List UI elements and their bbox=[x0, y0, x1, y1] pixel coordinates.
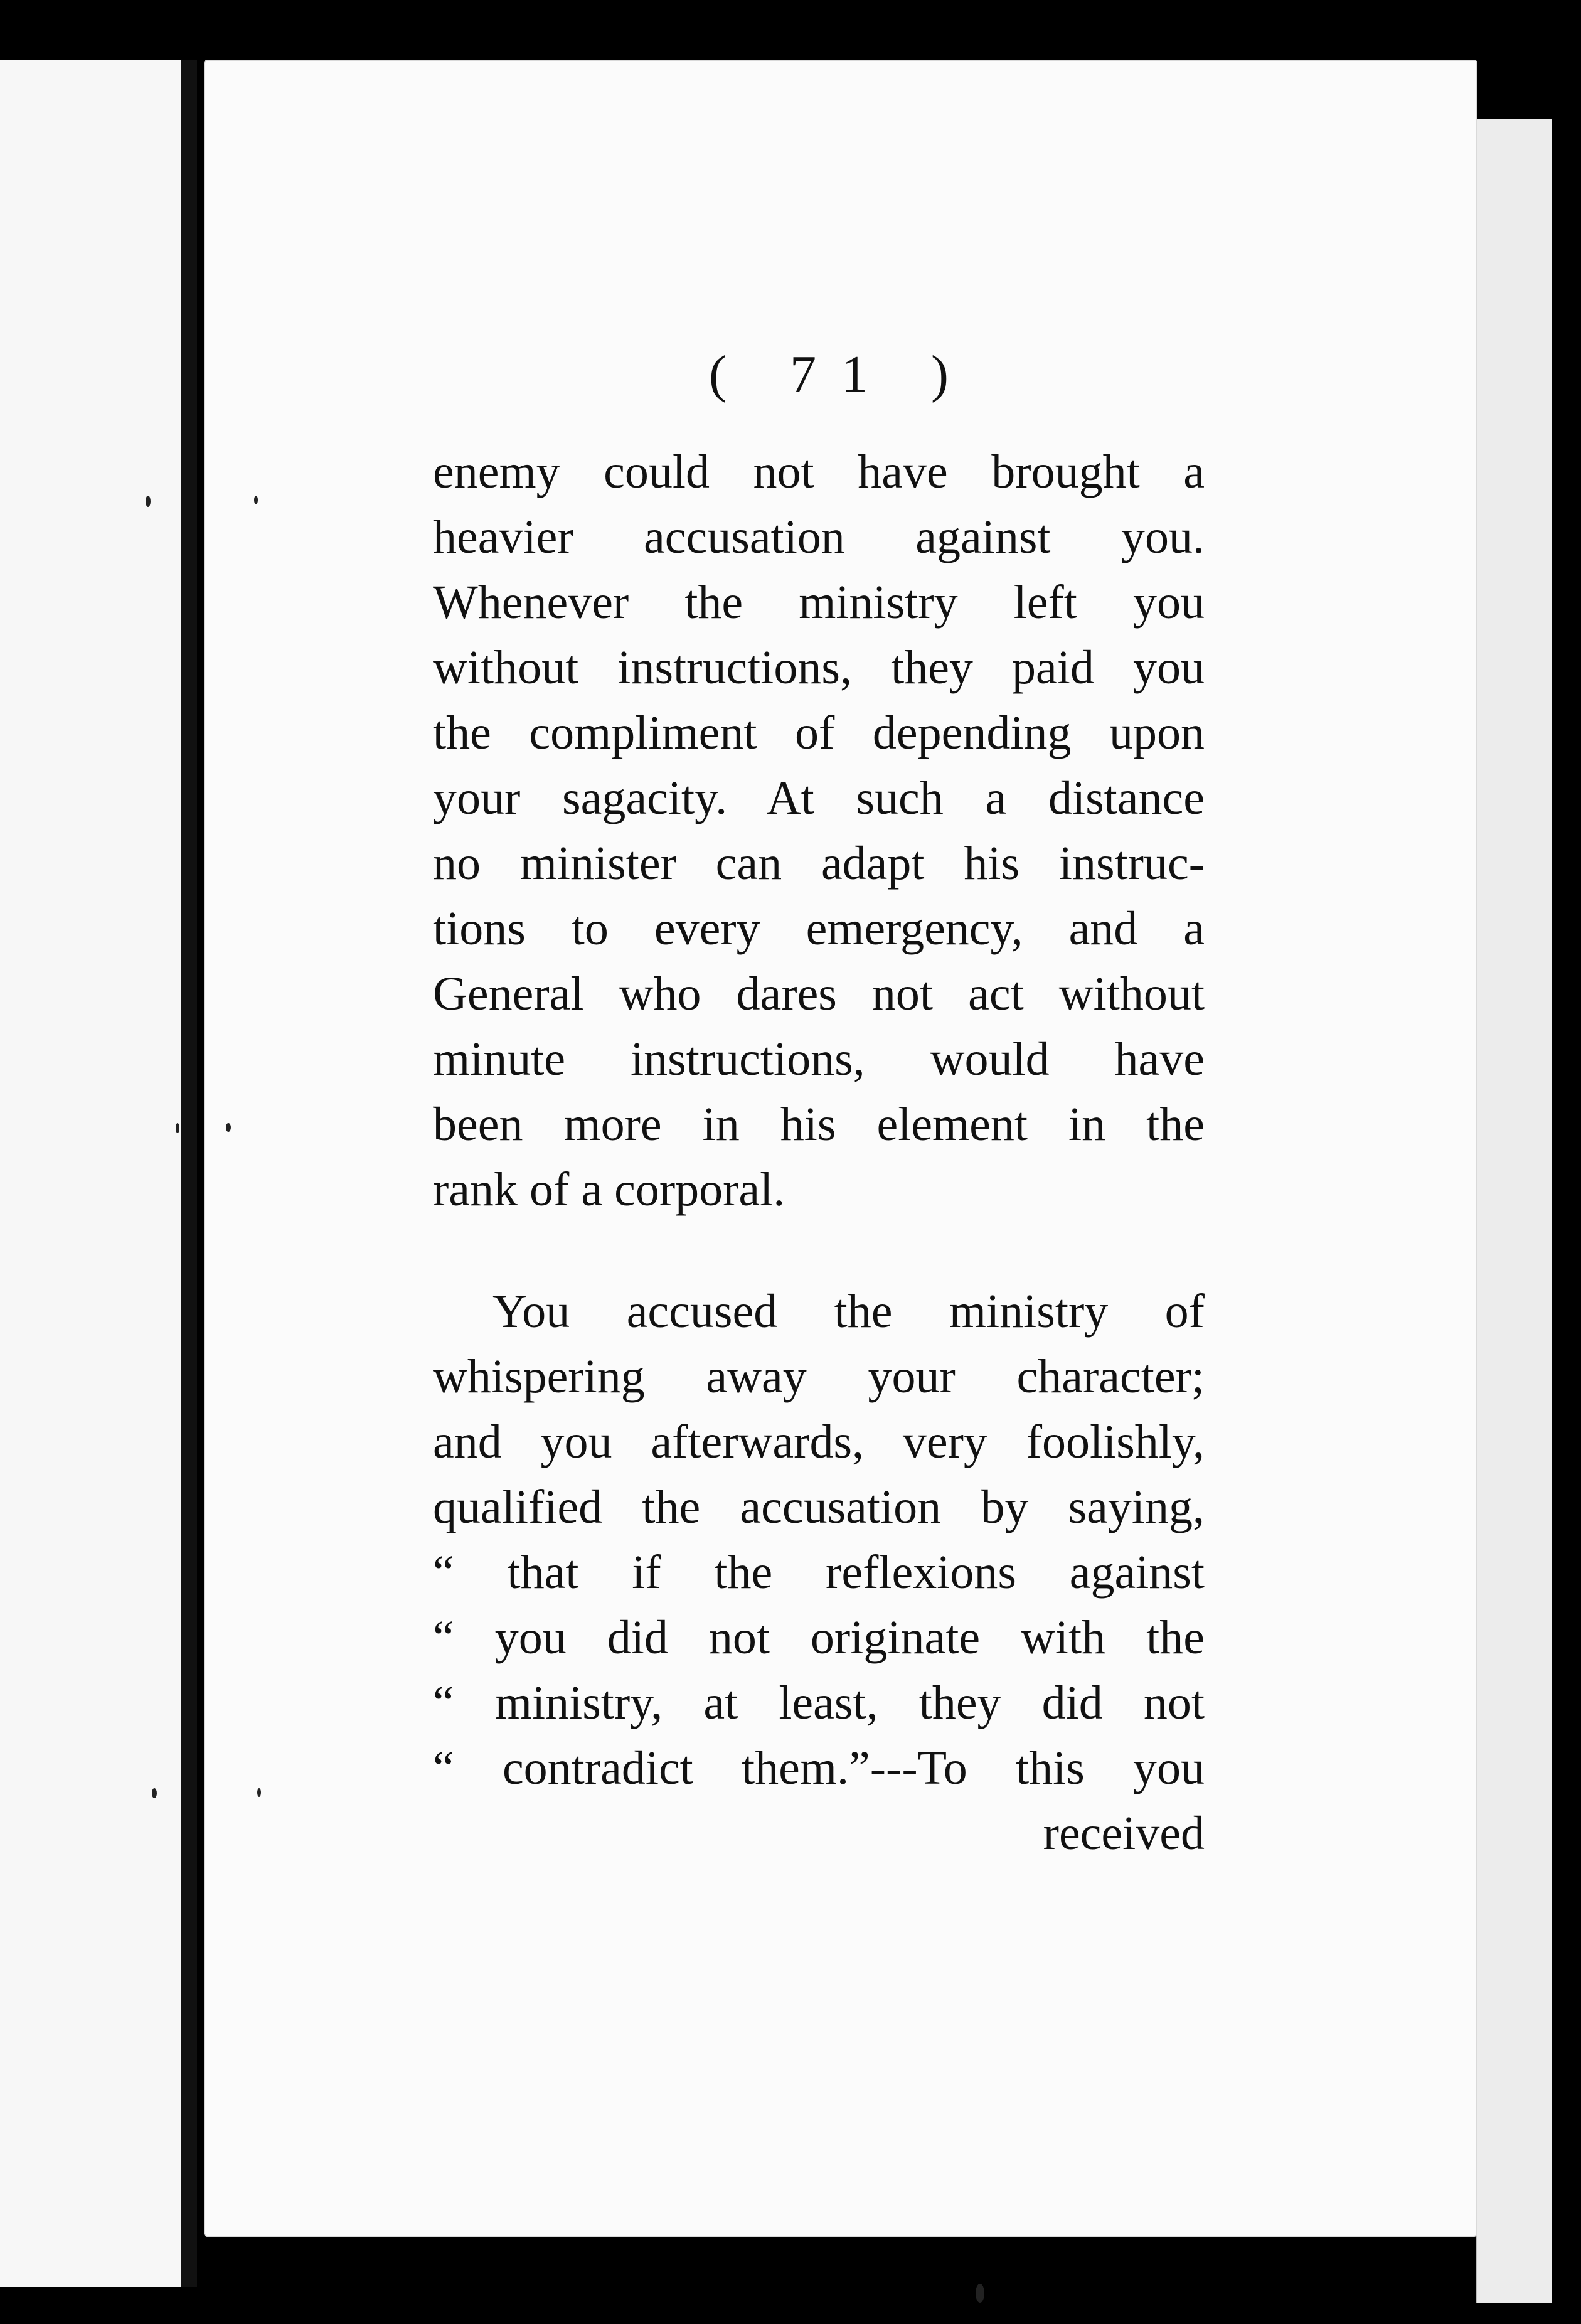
catchword: received bbox=[1043, 1807, 1205, 1860]
scan-speck bbox=[226, 1123, 231, 1132]
scan-speck bbox=[176, 1123, 179, 1133]
text-line: rank of a corporal. bbox=[433, 1163, 785, 1216]
text-line: been more in his element in the bbox=[433, 1098, 1205, 1151]
text-line: and you afterwards, very foolishly, bbox=[433, 1415, 1205, 1468]
text-line: “ ministry, at least, they did not bbox=[433, 1676, 1205, 1729]
paragraph-2 bbox=[433, 1279, 1205, 1801]
text-line: minute instructions, would have bbox=[433, 1033, 1205, 1085]
paragraph-gap bbox=[433, 1222, 1205, 1279]
text-line: “ you did not originate with the bbox=[433, 1611, 1205, 1664]
scan-speck bbox=[152, 1788, 157, 1798]
scan-speck bbox=[146, 496, 151, 507]
text-line: without instructions, they paid you bbox=[433, 641, 1205, 694]
next-page-edge bbox=[1476, 119, 1552, 2303]
text-line: your sagacity. At such a distance bbox=[433, 772, 1205, 824]
scan-speck bbox=[254, 496, 258, 504]
paragraph-1 bbox=[433, 439, 1205, 1222]
book-gutter bbox=[181, 60, 197, 2287]
text-line: General who dares not act without bbox=[433, 967, 1205, 1020]
text-line: “ contradict them.”---To this you bbox=[433, 1742, 1205, 1794]
text-line: no minister can adapt his instruc- bbox=[433, 837, 1205, 890]
text-line: qualified the accusation by saying, bbox=[433, 1481, 1205, 1533]
text-line: You accused the ministry of bbox=[492, 1285, 1205, 1338]
text-line: heavier accusation against you. bbox=[433, 511, 1205, 563]
scan-speck bbox=[257, 1788, 261, 1797]
text-line: enemy could not have brought a bbox=[433, 445, 1205, 498]
scan-speck bbox=[976, 2284, 984, 2303]
text-line: the compliment of depending upon bbox=[433, 706, 1205, 759]
text-line: Whenever the ministry left you bbox=[433, 576, 1205, 629]
page-number: ( 71 ) bbox=[709, 345, 974, 403]
text-line: tions to every emergency, and a bbox=[433, 902, 1205, 955]
facing-page bbox=[0, 60, 196, 2287]
body-text bbox=[433, 439, 1205, 1866]
text-line: whispering away your character; bbox=[433, 1350, 1205, 1403]
text-line: “ that if the reflexions against bbox=[433, 1546, 1205, 1599]
